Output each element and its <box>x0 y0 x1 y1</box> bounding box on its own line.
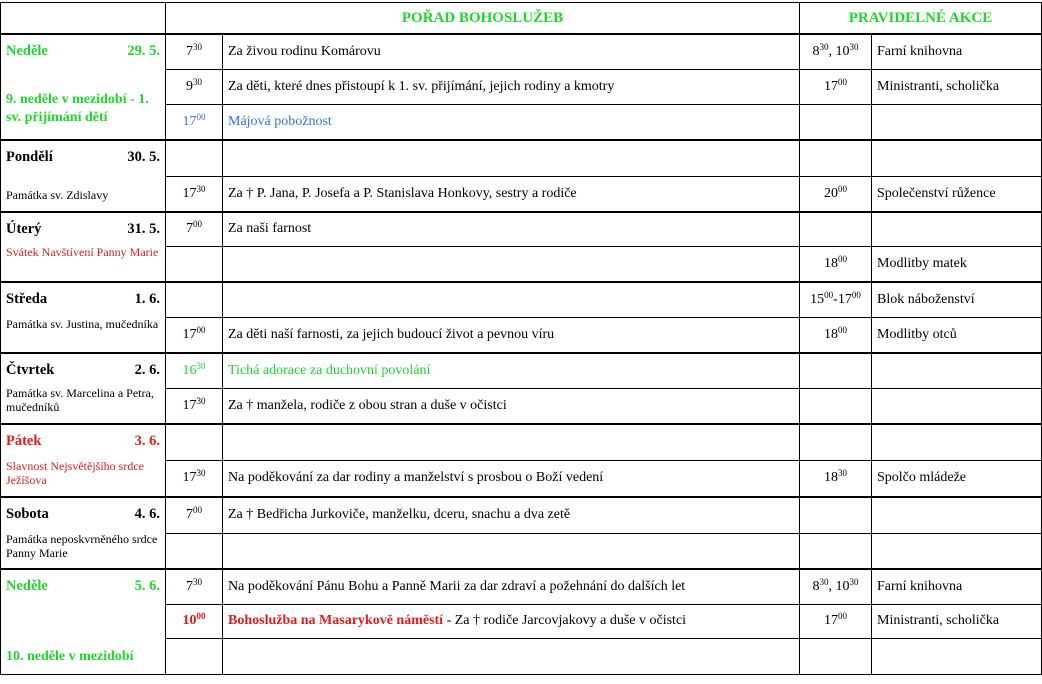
day-cell <box>1 353 166 424</box>
service-time: $17^{30}$ <box>166 176 223 212</box>
table-row <box>1 212 1042 246</box>
day-subtitle: Svátek Navštívení Panny Marie <box>6 245 159 259</box>
service-time <box>166 533 223 569</box>
service-time <box>166 282 223 317</box>
table-row <box>1 34 1042 69</box>
day-date: 1. 6. <box>134 291 160 307</box>
event-time <box>800 388 872 424</box>
event-name: Ministranti, scholička <box>872 604 1042 638</box>
day-date: 29. 5. <box>127 43 160 59</box>
day-cell <box>1 212 166 282</box>
event-time <box>800 497 872 533</box>
day-subtitle: Slavnost Nejsvětějšího srdce Ježíšova <box>6 459 144 487</box>
service-text: Za naši farnost <box>223 212 800 246</box>
service-text <box>223 604 800 638</box>
event-time <box>800 212 872 246</box>
event-time: $18^{30}$ <box>800 460 872 497</box>
event-name <box>872 638 1042 674</box>
service-time <box>166 638 223 674</box>
service-text <box>223 246 800 282</box>
event-name <box>872 104 1042 140</box>
service-text <box>223 638 800 674</box>
service-time: $17^{30}$ <box>166 388 223 424</box>
service-time: $7^{00}$ <box>166 212 223 246</box>
event-time <box>800 353 872 388</box>
service-text <box>223 140 800 176</box>
day-subtitle: 10. neděle v mezidobí <box>6 649 134 664</box>
day-name: Středa <box>6 291 48 307</box>
event-name <box>872 212 1042 246</box>
event-name <box>872 353 1042 388</box>
event-time: $17^{00}$ <box>800 604 872 638</box>
service-time: $7^{30}$ <box>166 34 223 69</box>
service-text <box>223 533 800 569</box>
event-name: Blok náboženství <box>872 282 1042 317</box>
day-name: Čtvrtek <box>6 362 55 378</box>
event-time: $15^{00}-17^{00}$ <box>800 282 872 317</box>
event-name <box>872 140 1042 176</box>
day-date: 4. 6. <box>134 506 160 522</box>
day-name: Pondělí <box>6 149 53 165</box>
day-date: 30. 5. <box>127 149 160 165</box>
day-name: Neděle <box>6 43 48 59</box>
day-cell <box>1 282 166 353</box>
day-subtitle: 9. neděle v mezidobí - 1. sv. přijímání dětí <box>6 92 149 125</box>
schedule-table <box>0 2 1042 675</box>
day-date: 31. 5. <box>127 221 160 237</box>
service-text: Na poděkování za dar rodiny a manželství s prosbou o Boží vedení <box>223 460 800 497</box>
event-name: Farní knihovna <box>872 34 1042 69</box>
service-text: Za † P. Jana, P. Josefa a P. Stanislava Honkovy, sestry a rodiče <box>223 176 800 212</box>
event-time: $8^{30}$, $10^{30}$ <box>800 569 872 604</box>
table-row <box>1 282 1042 317</box>
service-text: Za živou rodinu Komárovu <box>223 34 800 69</box>
day-cell <box>1 569 166 674</box>
event-time <box>800 140 872 176</box>
header-row <box>1 3 1042 35</box>
day-date: 5. 6. <box>134 578 160 594</box>
service-time <box>166 424 223 460</box>
service-text: Tichá adorace za duchovní povolání <box>223 353 800 388</box>
service-text: Za † manžela, rodiče z obou stran a duše v očistci <box>223 388 800 424</box>
day-cell <box>1 497 166 569</box>
service-detail: - Za † rodiče Jarcovjakovy a duše v očistci <box>443 613 687 628</box>
day-cell <box>1 140 166 212</box>
table-row <box>1 569 1042 604</box>
service-text: Za děti, které dnes přistoupí k 1. sv. přijímání, jejich rodiny a kmotry <box>223 69 800 104</box>
day-cell <box>1 424 166 497</box>
event-time: $18^{00}$ <box>800 317 872 353</box>
day-subtitle: Památka sv. Marcelina a Petra, mučedníků <box>6 386 154 414</box>
services-title: POŘAD BOHOSLUŽEB <box>166 3 800 35</box>
service-time <box>166 140 223 176</box>
service-time <box>166 246 223 282</box>
table-row <box>1 424 1042 460</box>
event-name <box>872 533 1042 569</box>
service-text <box>223 282 800 317</box>
service-time: $17^{00}$ <box>166 317 223 353</box>
day-date: 3. 6. <box>134 433 160 449</box>
event-name <box>872 388 1042 424</box>
event-name: Ministranti, scholička <box>872 69 1042 104</box>
day-subtitle: Památka sv. Zdislavy <box>6 188 109 202</box>
event-name: Spolčo mládeže <box>872 460 1042 497</box>
day-subtitle: Památka sv. Justina, mučedníka <box>6 317 159 331</box>
event-time <box>800 638 872 674</box>
header-empty-cell <box>1 3 166 35</box>
service-time: $9^{30}$ <box>166 69 223 104</box>
event-name: Společenství růžence <box>872 176 1042 212</box>
day-date: 2. 6. <box>134 362 160 378</box>
service-time: $17^{30}$ <box>166 460 223 497</box>
table-row <box>1 497 1042 533</box>
event-time <box>800 424 872 460</box>
day-name: Sobota <box>6 506 49 522</box>
service-text: Májová pobožnost <box>223 104 800 140</box>
table-row <box>1 353 1042 388</box>
event-name <box>872 497 1042 533</box>
event-name: Farní knihovna <box>872 569 1042 604</box>
event-time: $17^{00}$ <box>800 69 872 104</box>
event-name <box>872 424 1042 460</box>
day-name: Pátek <box>6 433 42 449</box>
event-time <box>800 104 872 140</box>
event-name: Modlitby matek <box>872 246 1042 282</box>
service-time: $16^{30}$ <box>166 353 223 388</box>
service-text: Za děti naší farnosti, za jejich budoucí život a pevnou víru <box>223 317 800 353</box>
service-time: $7^{30}$ <box>166 569 223 604</box>
day-cell <box>1 34 166 140</box>
service-time: $17^{00}$ <box>166 104 223 140</box>
service-highlight: Bohoslužba na Masarykově náměstí <box>228 613 444 628</box>
service-text: Za † Bedřicha Jurkoviče, manželku, dceru, snachu a dva zetě <box>223 497 800 533</box>
event-name: Modlitby otců <box>872 317 1042 353</box>
event-time <box>800 533 872 569</box>
service-time: $10^{00}$ <box>166 604 223 638</box>
day-subtitle: Památka neposkvrněného srdce Panny Marie <box>6 532 158 560</box>
events-title: PRAVIDELNÉ AKCE <box>800 3 1042 35</box>
service-text <box>223 424 800 460</box>
event-time: $20^{00}$ <box>800 176 872 212</box>
service-text: Na poděkování Pánu Bohu a Panně Marii za dar zdraví a požehnání do dalších let <box>223 569 800 604</box>
service-time: $7^{00}$ <box>166 497 223 533</box>
day-name: Neděle <box>6 578 48 594</box>
event-time: $18^{00}$ <box>800 246 872 282</box>
event-time: $8^{30}$, $10^{30}$ <box>800 34 872 69</box>
table-row <box>1 140 1042 176</box>
day-name: Úterý <box>6 221 42 237</box>
